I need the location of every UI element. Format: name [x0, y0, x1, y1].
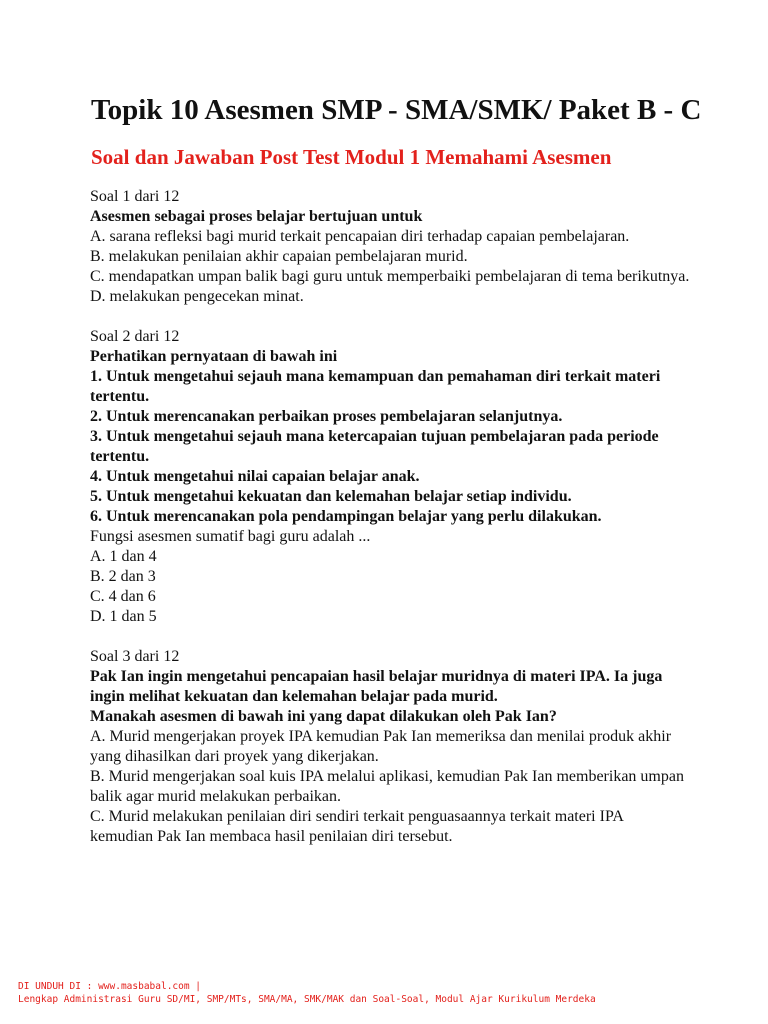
question-number: Soal 2 dari 12	[90, 328, 180, 345]
statement: 6. Untuk merencanakan pola pendampingan belajar yang perlu dilakukan.	[90, 508, 602, 525]
answer-option: B. Murid mengerjakan soal kuis IPA melalui aplikasi, kemudian Pak Ian memberikan umpan balik agar murid melakukan perbaikan.	[90, 768, 684, 805]
footer	[18, 980, 596, 1006]
statement: 5. Untuk mengetahui kekuatan dan kelemahan belajar setiap individu.	[90, 488, 572, 505]
footer-description-line: Lengkap Administrasi Guru SD/MI, SMP/MTs, SMA/MA, SMK/MAK dan Soal-Soal, Modul Ajar Kurikulum Merdeka	[18, 994, 596, 1005]
answer-option: C. Murid melakukan penilaian diri sendiri terkait penguasaannya terkait materi IPA kemudian Pak Ian membaca hasil penilaian diri tersebut.	[90, 808, 624, 845]
page-subtitle: Soal dan Jawaban Post Test Modul 1 Memahami Asesmen	[91, 145, 612, 169]
question-number: Soal 3 dari 12	[90, 648, 180, 665]
question-number: Soal 1 dari 12	[90, 188, 180, 205]
question-prompt: Asesmen sebagai proses belajar bertujuan untuk	[90, 208, 423, 225]
answer-option: C. 4 dan 6	[90, 588, 156, 605]
answer-option: B. 2 dan 3	[90, 568, 156, 585]
answer-option: D. 1 dan 5	[90, 608, 157, 625]
question-text: Fungsi asesmen sumatif bagi guru adalah ...	[90, 528, 371, 545]
question-1	[90, 187, 690, 307]
statement: 2. Untuk merencanakan perbaikan proses pembelajaran selanjutnya.	[90, 408, 563, 425]
question-text: Manakah asesmen di bawah ini yang dapat dilakukan oleh Pak Ian?	[90, 708, 557, 725]
answer-option: A. sarana refleksi bagi murid terkait pencapaian diri terhadap capaian pembelajaran.	[90, 228, 630, 245]
footer-download-line: DI UNDUH DI : www.masbabal.com |	[18, 981, 202, 992]
question-2	[90, 327, 690, 627]
answer-option: C. mendapatkan umpan balik bagi guru untuk memperbaiki pembelajaran di tema berikutnya.	[90, 268, 690, 285]
answer-option: D. melakukan pengecekan minat.	[90, 288, 304, 305]
question-prompt: Pak Ian ingin mengetahui pencapaian hasil belajar muridnya di materi IPA. Ia juga ingin melihat kekuatan dan kelemahan belajar pada murid.	[90, 668, 663, 705]
statement: 4. Untuk mengetahui nilai capaian belajar anak.	[90, 468, 420, 485]
answer-option: B. melakukan penilaian akhir capaian pembelajaran murid.	[90, 248, 468, 265]
page-title: Topik 10 Asesmen SMP - SMA/SMK/ Paket B - C	[91, 94, 702, 126]
answer-option: A. Murid mengerjakan proyek IPA kemudian Pak Ian memeriksa dan menilai produk akhir yang dihasilkan dari proyek yang dikerjakan.	[90, 728, 672, 765]
question-list	[90, 187, 690, 867]
question-3	[90, 647, 690, 847]
statement: 1. Untuk mengetahui sejauh mana kemampuan dan pemahaman diri terkait materi tertentu.	[90, 368, 661, 405]
answer-option: A. 1 dan 4	[90, 548, 157, 565]
statement: 3. Untuk mengetahui sejauh mana ketercapaian tujuan pembelajaran pada periode tertentu.	[90, 428, 659, 465]
question-prompt: Perhatikan pernyataan di bawah ini	[90, 348, 338, 365]
